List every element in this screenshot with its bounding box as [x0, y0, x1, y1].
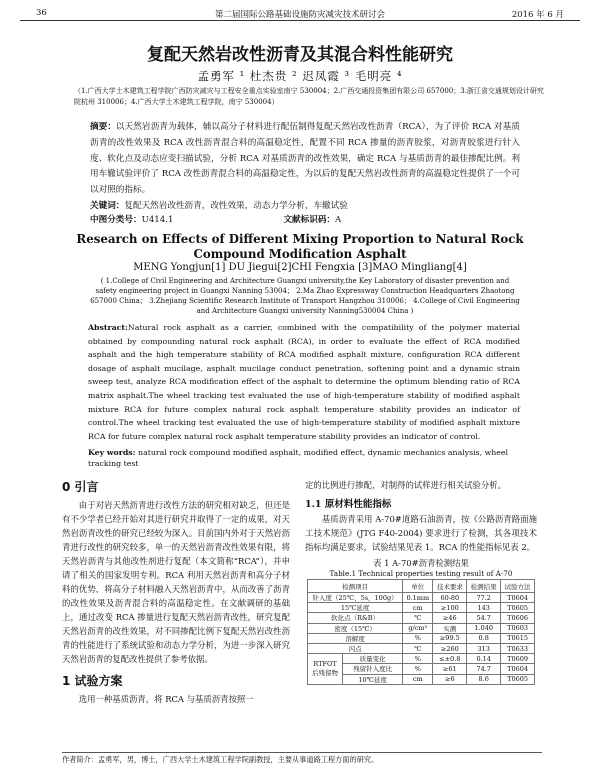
table-row [308, 593, 535, 603]
table-cell: 实测 [433, 623, 467, 633]
table-row [308, 674, 535, 684]
table-cell: 143 [467, 603, 501, 613]
table-cell: 残留针入度比 [343, 664, 403, 674]
doc-code-value: A [335, 215, 342, 225]
classification [90, 213, 520, 225]
table-row [308, 603, 535, 613]
keywords-en-text: natural rock compound modified asphalt, modified effect, dynamic mechanics analysis, wheel tracking test [88, 448, 508, 468]
table-cell: 0.1mm [403, 593, 433, 603]
subsection-1-1-title: 1.1 原材料性能指标 [305, 499, 392, 510]
section-1-paragraph: 选用一种基质沥青，将 RCA 与基质沥青按照一 [78, 694, 254, 704]
authors-en: MENG Yongjun[1] DU Jiegui[2]CHI Fengxia [3]MAO Mingliang[4] [133, 262, 467, 273]
table-cell: ℃ [403, 643, 433, 653]
table-cell: T0604 [501, 593, 535, 603]
title-cn: 复配天然岩改性沥青及其混合料性能研究 [147, 45, 453, 65]
authors-cn: 孟勇军 ¹ 杜杰贵 ² 迟凤霞 ³ 毛明亮 ⁴ [197, 69, 403, 83]
affiliation-en: ( 1.College of Civil Engineering and Architecture Guangxi university,the Key Laboratory of disaster prevention and safety engineering project in Guangxi Nanning 53004； 2.Ma Zhao Expressway Construction Headquarters Zhaotong 657000 China； 3.Zhejiang Scientific Research Institute of Transport Hangzhou 310006； 4.College of Civil Engineering and Architecture Guangxi university Nanning530004 China ) [90, 277, 520, 315]
table-header: 单位 [403, 580, 433, 593]
table-cell: 针入度（25℃，5s，100g） [308, 593, 403, 603]
keywords-en [88, 447, 520, 469]
table-cell: 1.040 [467, 623, 501, 633]
abstract-cn-label: 摘要： [90, 122, 117, 132]
table-cell: 溶解度 [308, 633, 403, 643]
class-no-label: 中图分类号： [90, 215, 142, 225]
table-cell: T0604 [501, 664, 535, 674]
abstract-en-label: Abstract: [88, 323, 128, 332]
table-cell: % [403, 664, 433, 674]
left-column [62, 478, 290, 706]
table-cell: 0.14 [467, 654, 501, 664]
table-cell: T0605 [501, 603, 535, 613]
table-cell: g/cm³ [403, 623, 433, 633]
table-row [308, 643, 535, 653]
table-cell: 8.6 [467, 674, 501, 684]
table-cell: T0603 [501, 623, 535, 633]
table-cell: % [403, 633, 433, 643]
table-cell: 15℃延度 [308, 603, 403, 613]
table-row [308, 633, 535, 643]
rtfot-label: RTFOT 后残留物 [308, 654, 343, 685]
table-row [308, 654, 535, 664]
table-cell: ≥100 [433, 603, 467, 613]
table-cell: 闪点 [308, 643, 403, 653]
table-cell: ≥46 [433, 613, 467, 623]
subsection-1-1-paragraph: 基质沥青采用 A-70#道路石油沥青，按《公路沥青路面施工技术规范》(JTG F40-2004) 要求进行了检测，其各项技术指标均满足要求，试验结果见表 1。RCA 的性能指标见表 2。 [305, 514, 537, 552]
class-no-value: U414.1 [141, 215, 174, 225]
class-no [90, 215, 228, 225]
table-cell: % [403, 654, 433, 664]
doc-code-label: 文献标识码： [283, 215, 336, 225]
table-cell: ≥260 [433, 643, 467, 653]
table-cell: T0633 [501, 643, 535, 653]
section-0-title: 0 引言 [62, 480, 99, 494]
table-cell: 质量变化 [343, 654, 403, 664]
table-header: 试验方法 [501, 580, 535, 593]
table-header: 技术要求 [433, 580, 467, 593]
table-row [308, 613, 535, 623]
table-cell: 密度（15℃） [308, 623, 403, 633]
table-cell: ≤±0.8 [433, 654, 467, 664]
table-cell: 10℃延度 [343, 674, 403, 684]
footnote: 作者简介：孟勇军，男，博士，广西大学土木建筑工程学院副教授，主要从事道路工程方面的研究。 [62, 752, 542, 765]
table-cell: ℃ [403, 613, 433, 623]
table-cell: T0605 [501, 674, 535, 684]
table-cell: 软化点（R&B） [308, 613, 403, 623]
table-cell: 313 [467, 643, 501, 653]
table-cell: 60-80 [433, 593, 467, 603]
section-0-paragraph: 由于对岩天然沥青进行改性方法的研究相对缺乏，但还是有不少学者已经开始对其进行研究并取得了一定的成果，对天然岩沥青改性的研究已经较为深入。目前国内外对于天然岩沥青进行改性的研究较多，单一的天然岩沥青改性效果有限，将天然岩沥青与其他改性剂进行复配（本文简称“RCA”），并申请了相关的国家发明专利。RCA 利用天然岩沥青和高分子材料的优势，将高分子材料融入天然岩沥青中，从而改善了沥青的改性效果及沥青混合料的高温稳定性。在文献调研的基础上，通过改变 RCA 掺量进行复配天然岩沥青改性，研究复配天然岩沥青的改性效果，对不同掺配比例下复配天然岩改性沥青的性能进行了系统试验和动态力学分析，为进一步深入研究天然岩沥青的复配改性提供了参考依据。 [62, 500, 290, 664]
page-header [20, 6, 580, 21]
table-caption-en: Table.1 Technical properties testing result of A-70 [329, 569, 513, 578]
table-cell: ≥6 [433, 674, 467, 684]
table-cell: 74.7 [467, 664, 501, 674]
journal-name: 第二届国际公路基础设施防灾减灾技术研讨会 [214, 10, 385, 20]
table-header: 检测结果 [467, 580, 501, 593]
keywords-cn-label: 关键词： [90, 201, 125, 211]
table-cell: 54.7 [467, 613, 501, 623]
table-cell: 77.2 [467, 593, 501, 603]
title-en: Research on Effects of Different Mixing Proportion to Natural Rock Compound Modification Asphalt [76, 232, 524, 261]
doc-code [283, 215, 396, 225]
abstract-en-text: Natural rock asphalt as a carrier, combined with the compatibility of the polymer material obtained by compounding natural rock asphalt (RCA), in order to evaluate the effect of RCA modified asphalt and the high temperature stability of RCA modified asphalt mixture, configuration RCA different dosage of asphalt mucilage, asphalt mucilage conduct penetration, softening point and a dynamic strain sweep test, analyze RCA modification effect of the asphalt to determine the optimum blending ratio of RCA matrix asphalt.The wheel tracking test evaluated the use of high-temperature stability of modified asphalt mixture RCA for future complex natural rock asphalt temperature stability provides an indicator of control.The wheel tracking test evaluated the use of high-temperature stability of modified asphalt mixture RCA for future complex natural rock asphalt temperature stability provides an indicator of control. [88, 323, 520, 441]
table-header-row [308, 580, 535, 593]
issue-date: 2016 年 6 月 [511, 10, 564, 20]
continued-paragraph: 定的比例进行掺配，对制得的试样进行相关试验分析。 [305, 480, 506, 490]
abstract-cn [90, 120, 520, 199]
table-row [308, 623, 535, 633]
section-1-title: 1 试验方案 [62, 674, 123, 688]
table-cell: cm [403, 603, 433, 613]
abstract-en [88, 321, 520, 443]
keywords-cn-text: 复配天然岩改性沥青，改性效果，动态力学分析，车辙试验 [124, 201, 348, 211]
table-cell: ≥99.5 [433, 633, 467, 643]
table-cell: T0606 [501, 613, 535, 623]
table-header: 检测项目 [308, 580, 403, 593]
table-row [308, 664, 535, 674]
page-number: 36 [36, 8, 47, 18]
table-cell: T0609 [501, 654, 535, 664]
table-cell: T0615 [501, 633, 535, 643]
asphalt-test-table [307, 579, 535, 685]
table-cell: ≥61 [433, 664, 467, 674]
affiliation-cn: （1.广西大学土木建筑工程学院广西防灾减灾与工程安全重点实验室南宁 530004；2.广西交通投资集团有限公司 657000；3.浙江省交通规划设计研究院杭州 310006；4.广西大学土木建筑工程学院，南宁 530004） [74, 87, 544, 106]
table-cell: cm [403, 674, 433, 684]
keywords-en-label: Key words: [88, 448, 136, 457]
right-column [305, 478, 537, 685]
keywords-cn [90, 199, 520, 211]
table-cell: 0.8 [467, 633, 501, 643]
abstract-cn-text: 以天然岩沥青为载体，辅以高分子材料进行配伍制得复配天然岩改性沥青（RCA），为了评价 RCA 对基质沥青的改性效果及 RCA 改性沥青混合料的高温稳定性，配置不同 RCA 掺量的沥青胶浆，对沥青胶浆进行针入度、软化点及动态应变扫描试验，分析 RCA 对基质沥青的改性效果，确定 RCA 与基质沥青的最佳掺配比例。利用车辙试验评价了 RCA 改性沥青混合料的高温稳定性，为以后的复配天然岩改性沥青的高温稳定性提供了一个可以对照的指标。 [90, 122, 520, 196]
table-caption-cn: 表 1 A-70#沥青检测结果 [373, 558, 469, 568]
